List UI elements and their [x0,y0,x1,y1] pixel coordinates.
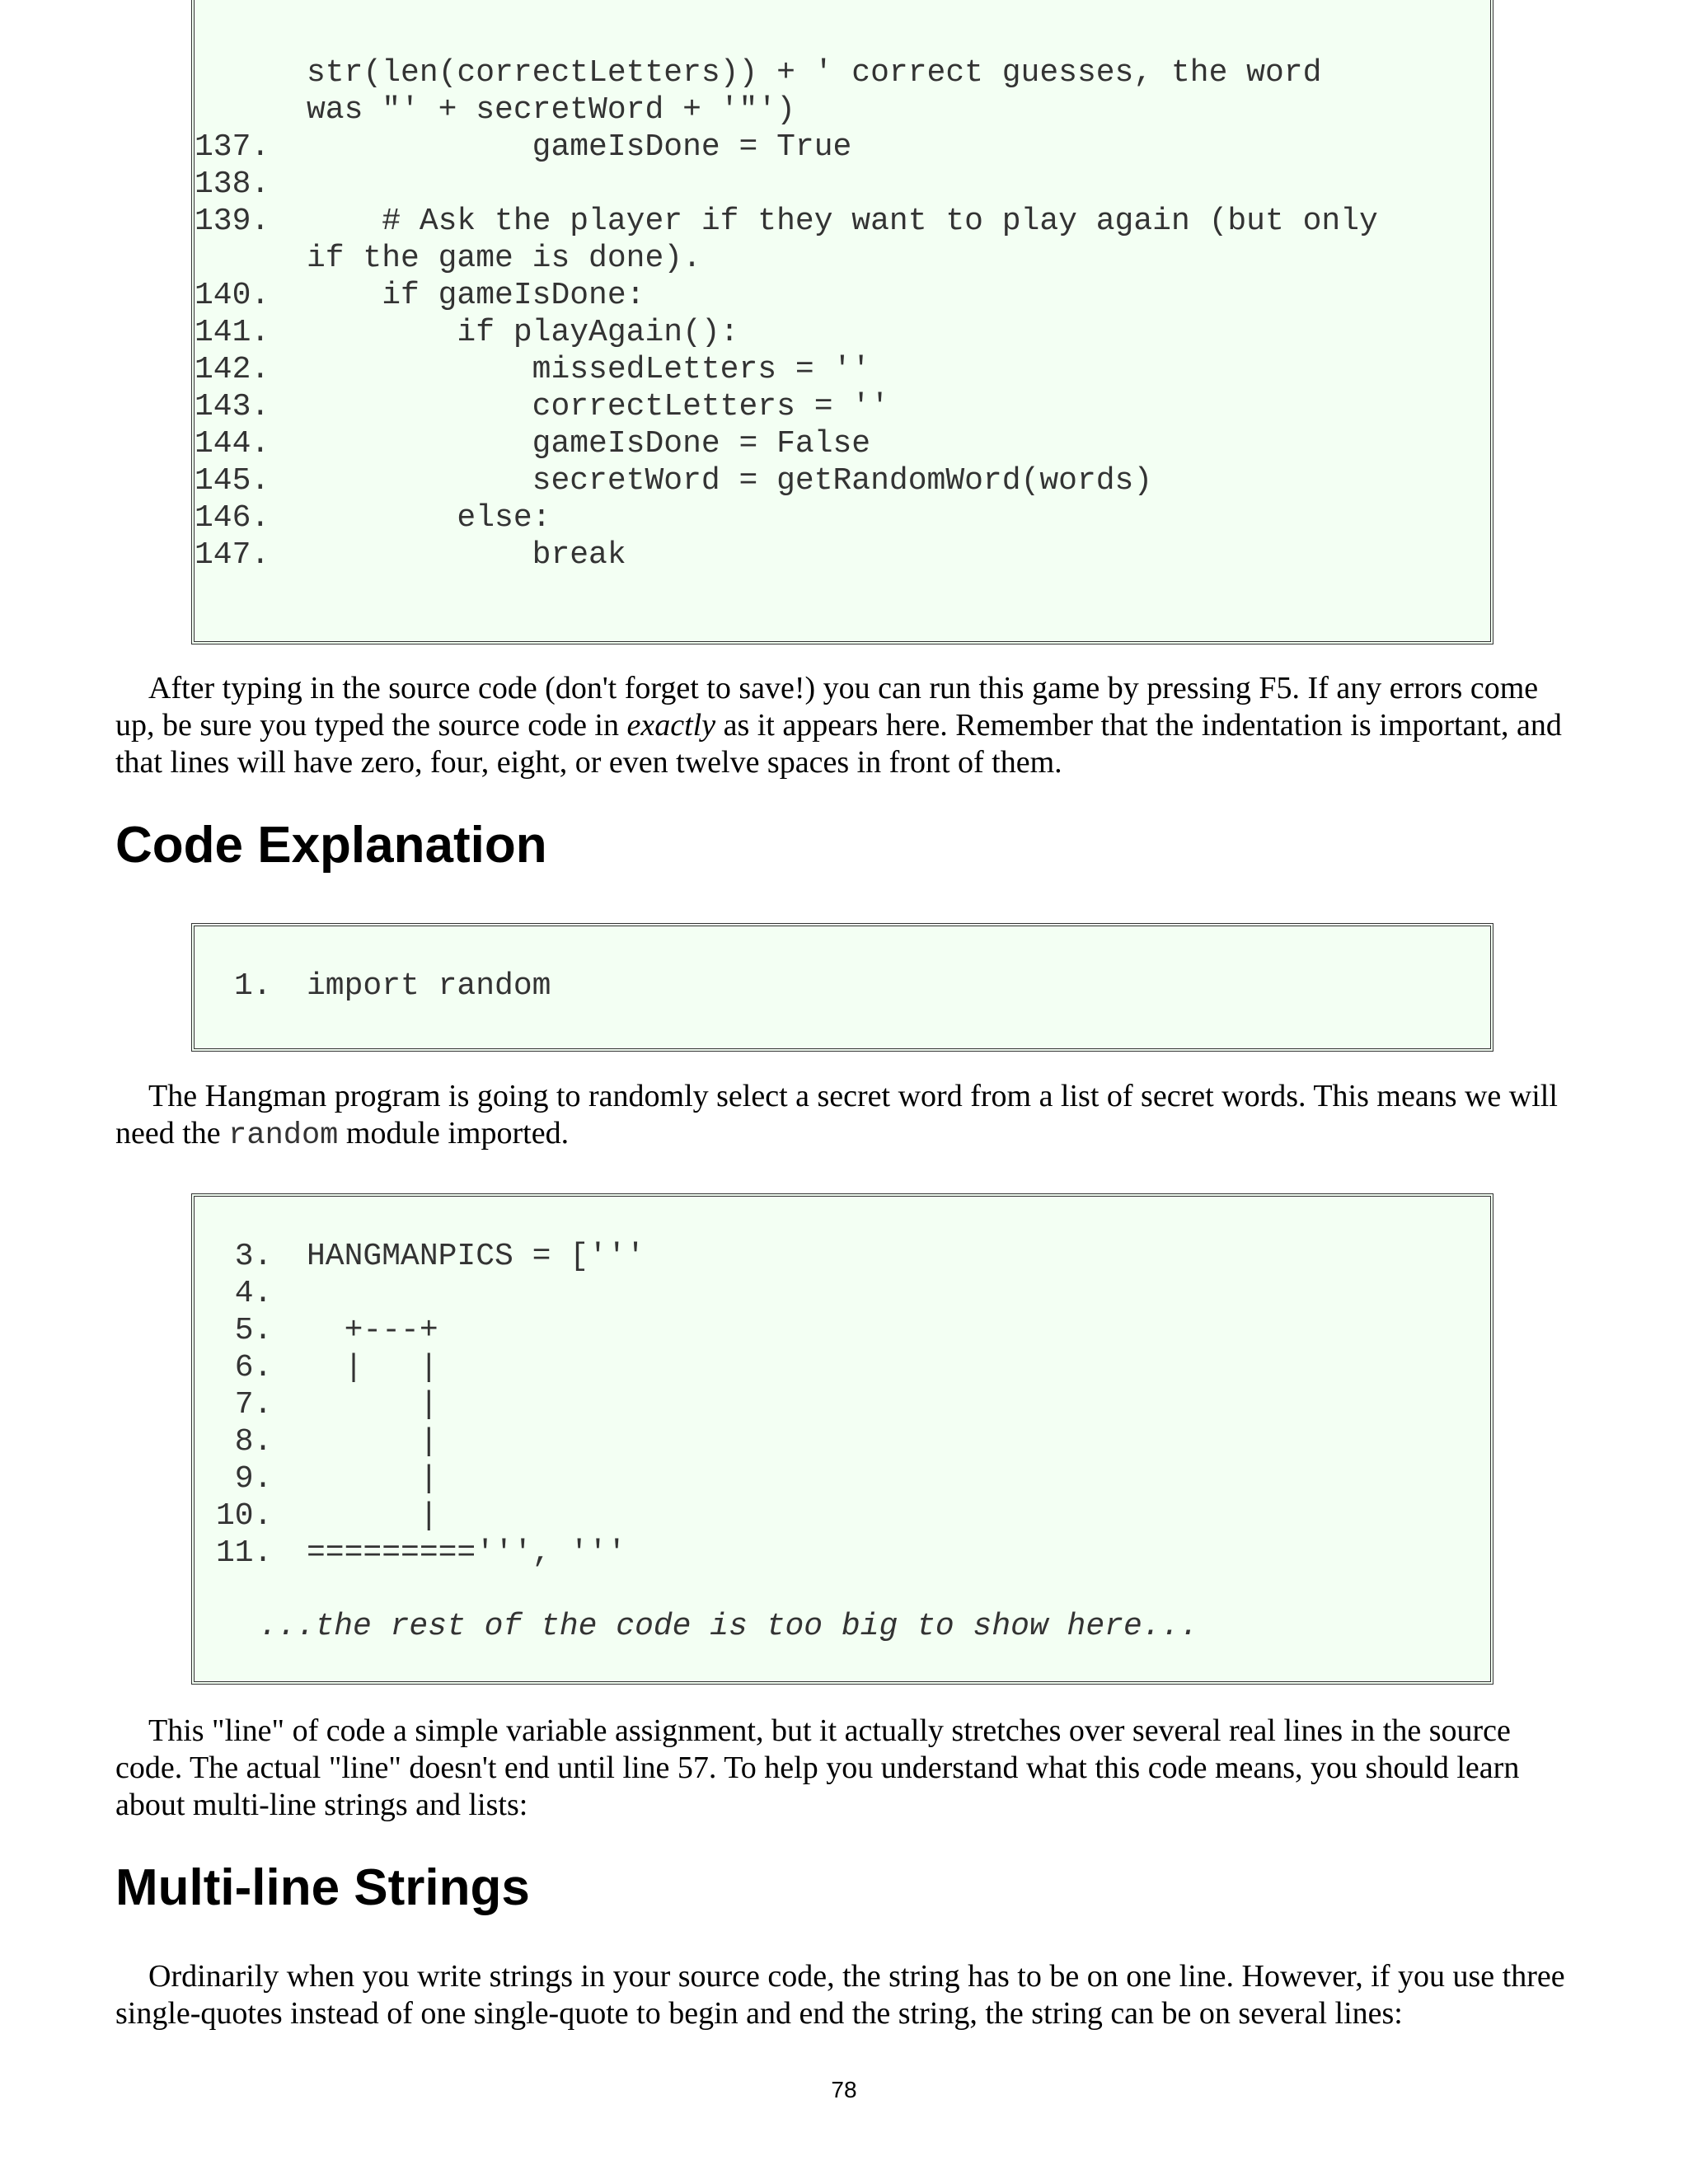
line-number: 6. [216,1350,273,1385]
body-paragraph [115,1078,1566,1155]
code-line: | [307,1387,438,1422]
code-line: | [307,1424,438,1460]
line-number: 138. [195,166,270,202]
line-number: 5. [216,1313,273,1348]
line-number: 11. [216,1535,273,1571]
line-number: 1. [234,968,272,1004]
body-paragraph [115,1958,1566,2032]
line-number: 140. [195,278,270,313]
code-line: break [307,537,626,573]
code-line: if the game is done). [307,241,701,276]
code-line: HANGMANPICS = [''' [307,1239,645,1274]
line-number: 9. [216,1461,273,1497]
inline-code: random [228,1118,339,1153]
code-omission-note: ...the rest of the code is too big to show here... [259,1609,1199,1644]
code-line: gameIsDone = False [307,426,871,462]
code-line: else: [307,500,551,536]
line-number: 8. [216,1424,273,1460]
paragraph-text: This "line" of code a simple variable assignment, but it actually stretches over several real lines in the source code. The actual "line" doesn't end until line 57. To help you understand what this code means, you should learn about multi-line strings and lists: [115,1713,1520,1822]
code-line: gameIsDone = True [307,129,852,165]
section-heading: Code Explanation [115,817,547,874]
code-continuation-line: was "' + secretWord + '"') [307,92,795,128]
code-line: | [307,1461,438,1497]
line-number: 143. [195,389,270,424]
paragraph-text: as it appears here. Remember that the indentation is important, and that lines will have zero, four, eight, or even twelve spaces in front of them. [115,708,1562,780]
line-number: 147. [195,537,270,573]
code-listing-continued [191,0,1493,644]
code-line: # Ask the player if they want to play again (but only [307,204,1378,239]
paragraph-text: The Hangman program is going to randomly select a secret word from a list of secret words. This means we will need the [115,1079,1558,1151]
emphasis-text: exactly [626,708,716,743]
page-number: 78 [831,2077,857,2102]
code-line: =========''', ''' [307,1535,626,1571]
code-line: +---+ [307,1313,438,1348]
paragraph-text: Ordinarily when you write strings in your source code, the string has to be on one line. However, if you use three single-quotes instead of one single-quote to begin and end the string, the string can be on several lines: [115,1959,1565,2031]
body-paragraph [115,670,1566,781]
line-number: 4. [216,1276,273,1311]
code-line: if playAgain(): [307,315,739,350]
code-line: | | [307,1350,438,1385]
code-listing-import [191,923,1493,1052]
paragraph-text: module imported. [338,1116,570,1151]
code-listing-hangmanpics [191,1193,1493,1685]
section-heading: Multi-line Strings [115,1859,530,1916]
code-line: import random [307,968,551,1004]
line-number: 141. [195,315,270,350]
line-number: 146. [195,500,270,536]
line-number: 137. [195,129,270,165]
line-number: 139. [195,204,270,239]
line-number: 142. [195,352,270,387]
line-number: 145. [195,463,270,499]
paragraph-text: After typing in the source code (don't forget to save!) you can run this game by pressing F5. If any errors come up, be sure you typed the source code in [115,671,1539,743]
line-number: 7. [216,1387,273,1422]
body-paragraph [115,1713,1566,1824]
code-continuation-line: str(len(correctLetters)) + ' correct guesses, the word [307,55,1322,91]
code-line: if gameIsDone: [307,278,645,313]
line-number: 10. [216,1498,273,1534]
line-number: 3. [216,1239,273,1274]
line-number: 144. [195,426,270,462]
code-line: missedLetters = '' [307,352,871,387]
code-line: | [307,1498,438,1534]
code-line: correctLetters = '' [307,389,889,424]
code-line: secretWord = getRandomWord(words) [307,463,1153,499]
